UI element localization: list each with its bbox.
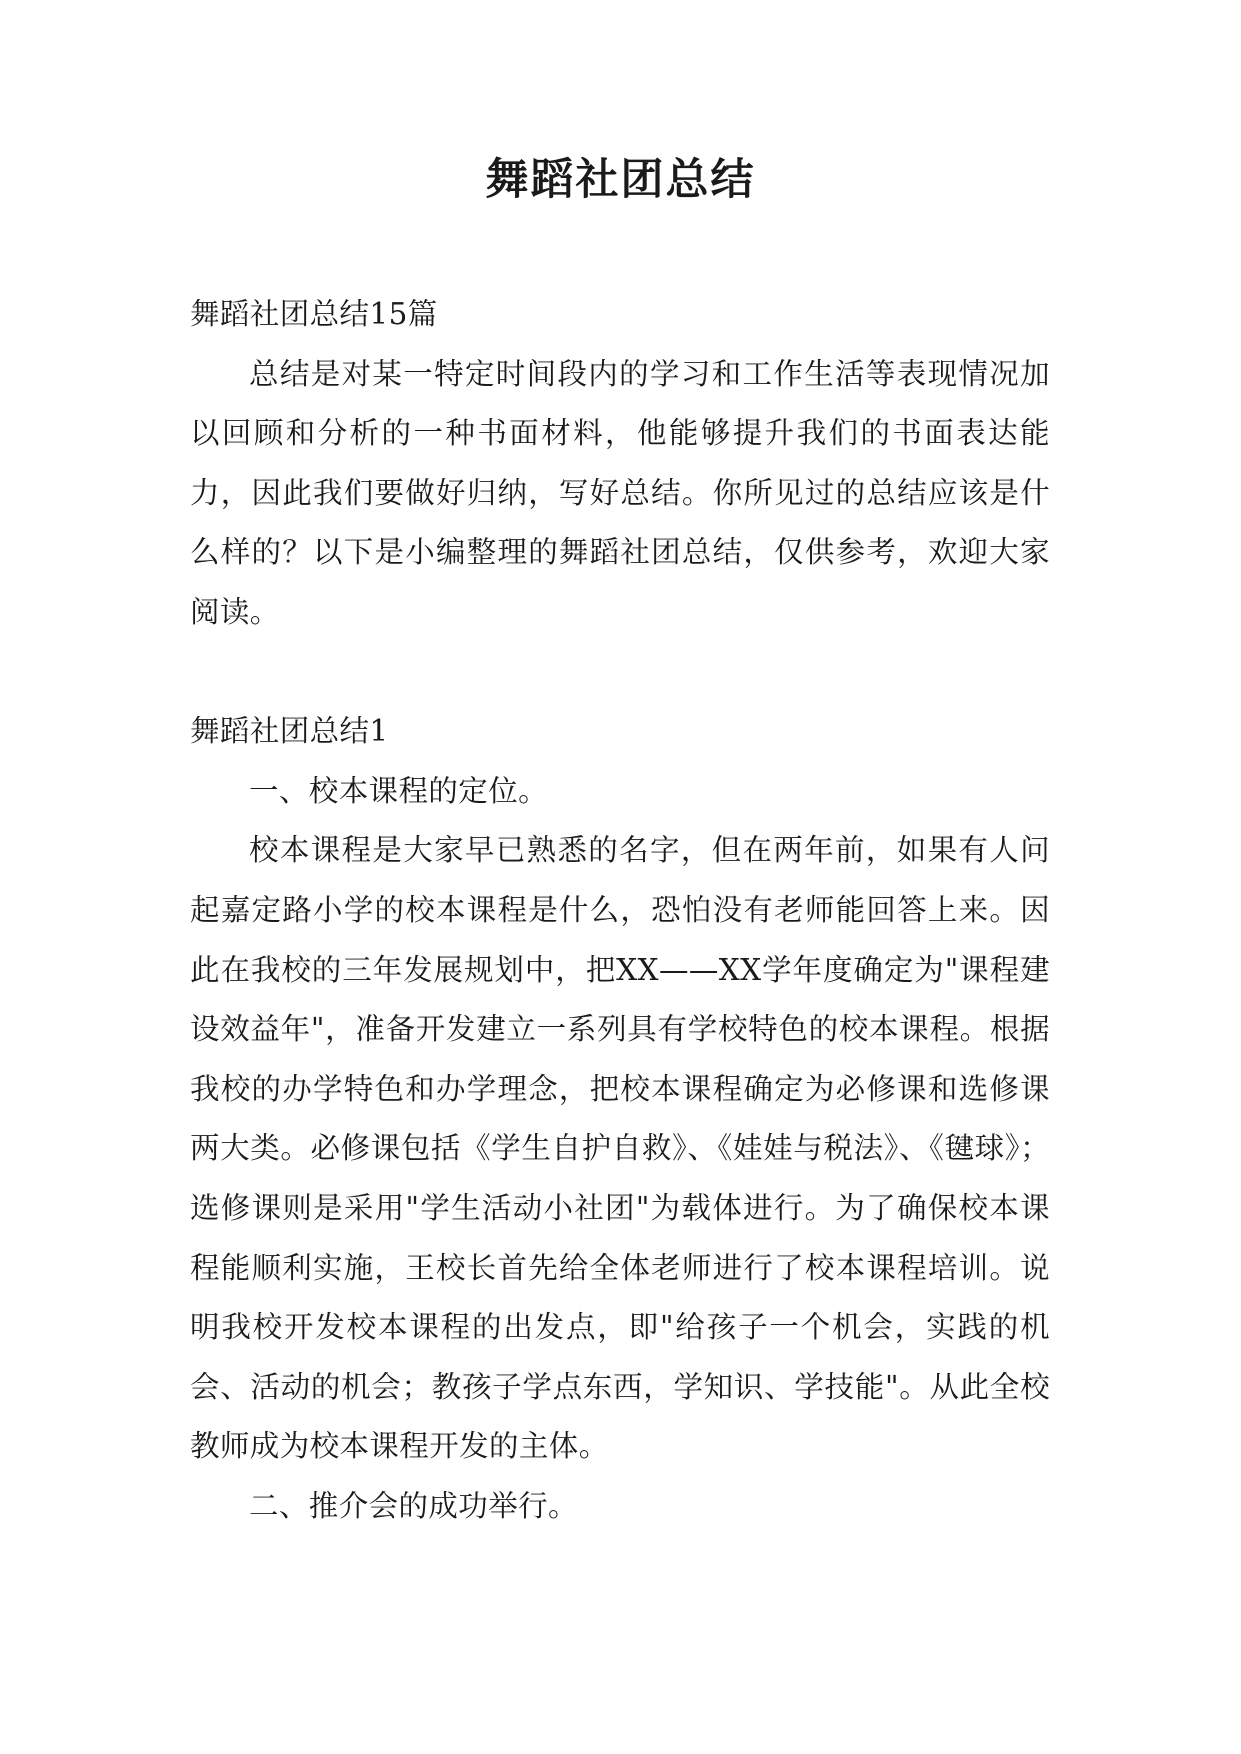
document-body [190, 285, 1050, 1536]
intro-paragraph: 总结是对某一特定时间段内的学习和工作生活等表现情况加以回顾和分析的一种书面材料，他能够提升我们的书面表达能力，因此我们要做好归纳，写好总结。你所见过的总结应该是什么样的？以下是小编整理的舞蹈社团总结，仅供参考，欢迎大家阅读。 [190, 356, 1050, 629]
part-one-paragraph: 校本课程是大家早已熟悉的名字，但在两年前，如果有人问起嘉定路小学的校本课程是什么，恐怕没有老师能回答上来。因此在我校的三年发展规划中，把XX——XX学年度确定为"课程建设效益年"，准备开发建立一系列具有学校特色的校本课程。根据我校的办学特色和办学理念，把校本课程确定为必修课和选修课两大类。必修课包括《学生自护自救》、《娃娃与税法》、《毽球》；选修课则是采用"学生活动小社团"为载体进行。为了确保校本课程能顺利实施，王校长首先给全体老师进行了校本课程培训。说明我校开发校本课程的出发点，即"给孩子一个机会，实践的机会、活动的机会；教孩子学点东西，学知识、学技能"。从此全校教师成为校本课程开发的主体。 [190, 833, 1050, 1464]
document-title: 舞蹈社团总结 [485, 155, 756, 205]
part-two-heading: 二、推介会的成功举行。 [249, 1488, 578, 1523]
part-one-heading: 一、校本课程的定位。 [249, 773, 549, 808]
section-heading: 舞蹈社团总结1 [190, 714, 389, 749]
document-subtitle: 舞蹈社团总结15篇 [190, 297, 438, 331]
paragraph-spacer [190, 643, 1050, 703]
